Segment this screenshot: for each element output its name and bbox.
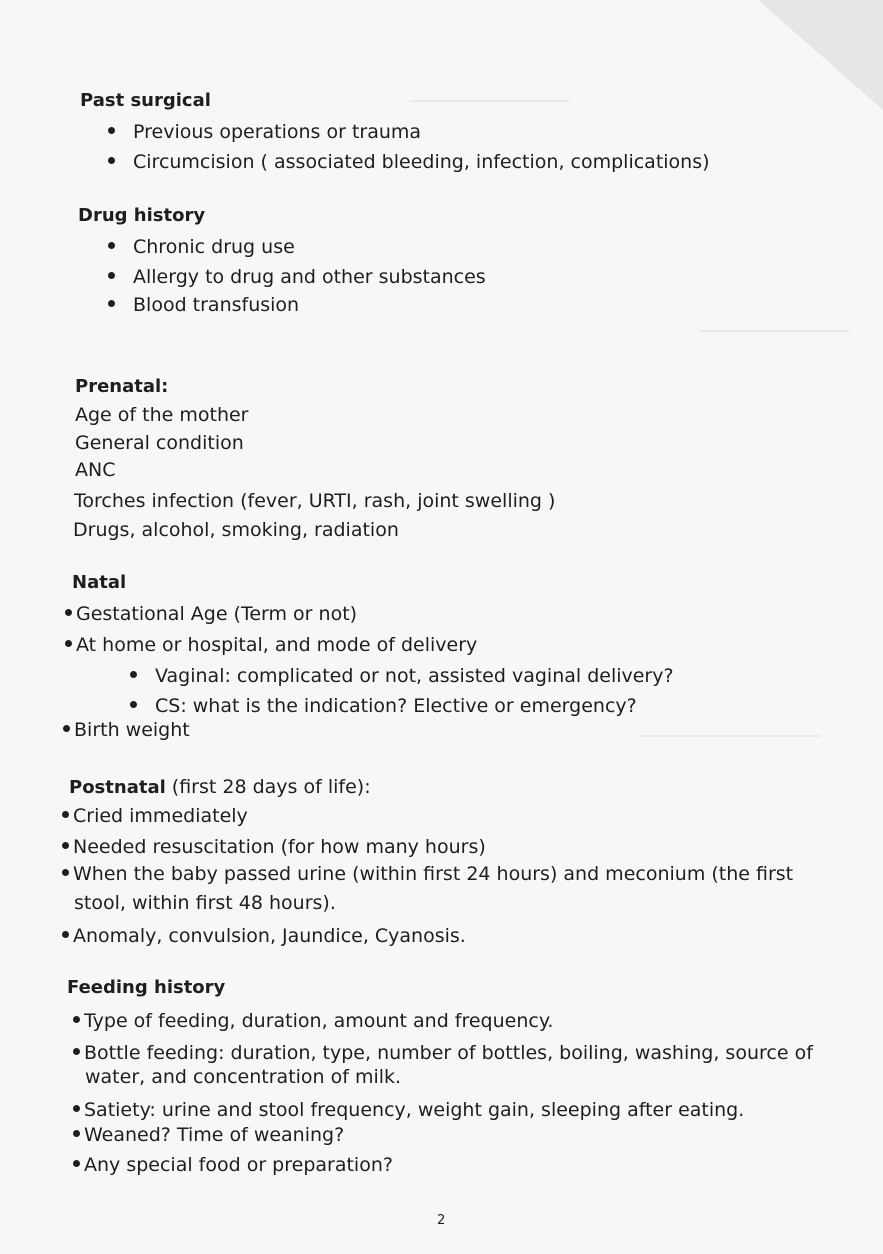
bullet-icon xyxy=(65,640,72,647)
list-item: Circumcision ( associated bleeding, infection, complications) xyxy=(108,151,710,173)
bleed-through-mark xyxy=(640,735,820,737)
drug-history-heading: Drug history xyxy=(78,205,206,226)
sub-list-item: Vaginal: complicated or not, assisted vaginal delivery? xyxy=(130,665,674,687)
prenatal-line: ANC xyxy=(75,459,116,481)
bleed-through-mark xyxy=(410,100,570,102)
bullet-icon xyxy=(108,242,115,249)
natal-heading: Natal xyxy=(72,572,127,593)
list-item: Any special food or preparation? xyxy=(73,1154,393,1176)
sub-list-item: CS: what is the indication? Elective or emergency? xyxy=(130,695,637,717)
bullet-icon xyxy=(73,1160,80,1167)
prenatal-line: Torches infection (fever, URTI, rash, joint swelling ) xyxy=(74,490,556,512)
past-surgical-heading: Past surgical xyxy=(80,90,211,111)
feeding-history-heading: Feeding history xyxy=(67,977,226,998)
list-item: At home or hospital, and mode of delivery xyxy=(65,634,477,656)
prenatal-heading: Prenatal: xyxy=(75,376,169,397)
prenatal-line: Age of the mother xyxy=(75,404,249,426)
list-item-continuation: stool, within first 48 hours). xyxy=(74,892,336,914)
bullet-icon xyxy=(62,869,69,876)
bullet-icon xyxy=(108,300,115,307)
list-item: Allergy to drug and other substances xyxy=(108,266,486,288)
bullet-icon xyxy=(73,1105,80,1112)
bullet-icon xyxy=(73,1016,80,1023)
postnatal-heading: Postnatal (first 28 days of life): xyxy=(69,776,371,798)
list-item: When the baby passed urine (within first 24 hours) and meconium (the first xyxy=(62,863,793,885)
list-item: Blood transfusion xyxy=(108,294,299,316)
bullet-icon xyxy=(108,272,115,279)
bleed-through-mark xyxy=(700,330,850,332)
prenatal-line: General condition xyxy=(75,432,244,454)
bullet-icon xyxy=(108,127,115,134)
list-item: Anomaly, convulsion, Jaundice, Cyanosis. xyxy=(62,925,466,947)
list-item: Satiety: urine and stool frequency, weight gain, sleeping after eating. xyxy=(73,1099,744,1121)
bullet-icon xyxy=(65,609,72,616)
bullet-icon xyxy=(108,157,115,164)
list-item: Chronic drug use xyxy=(108,236,295,258)
bullet-icon xyxy=(73,1048,80,1055)
list-item: Type of feeding, duration, amount and frequency. xyxy=(73,1010,553,1032)
prenatal-line: Drugs, alcohol, smoking, radiation xyxy=(73,519,399,541)
list-item: Birth weight xyxy=(63,719,190,741)
list-item: Previous operations or trauma xyxy=(108,121,421,143)
list-item: Cried immediately xyxy=(62,805,248,827)
bullet-icon xyxy=(62,931,69,938)
page-number: 2 xyxy=(437,1213,446,1228)
list-item: Bottle feeding: duration, type, number of bottles, boiling, washing, source of xyxy=(73,1042,813,1064)
list-item-continuation: water, and concentration of milk. xyxy=(85,1066,402,1088)
list-item: Needed resuscitation (for how many hours) xyxy=(62,836,486,858)
list-item: Weaned? Time of weaning? xyxy=(73,1124,344,1146)
list-item: Gestational Age (Term or not) xyxy=(65,603,357,625)
bullet-icon xyxy=(62,811,69,818)
folded-corner xyxy=(758,0,883,110)
bullet-icon xyxy=(130,701,137,708)
bullet-icon xyxy=(63,725,70,732)
bullet-icon xyxy=(73,1130,80,1137)
bullet-icon xyxy=(130,671,137,678)
bullet-icon xyxy=(62,842,69,849)
